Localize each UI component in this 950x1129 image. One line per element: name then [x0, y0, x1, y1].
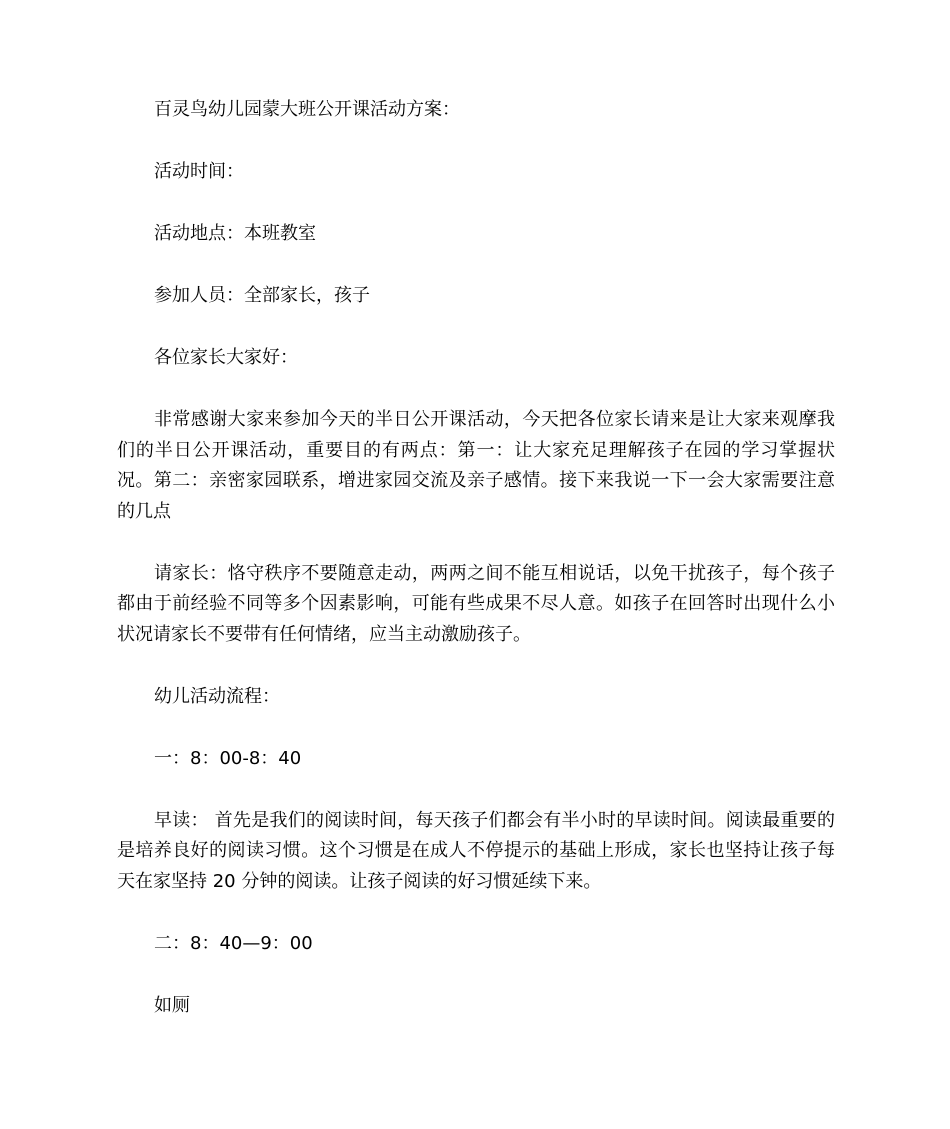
participants: 参加人员：全部家长，孩子 [154, 285, 370, 306]
paragraph-gap [117, 650, 835, 682]
toilet-item: 如厕 [154, 994, 190, 1016]
document-page [117, 95, 835, 1021]
doc-title: 百灵鸟幼儿园蒙大班公开课活动方案： [154, 99, 460, 120]
paragraph-gap [117, 312, 835, 344]
paragraph-gap [117, 250, 835, 282]
paragraph-gap [117, 374, 835, 406]
paragraph-gap [117, 959, 835, 991]
paragraph-gap [117, 126, 835, 158]
paragraph-gap [117, 188, 835, 220]
paragraph-gap [117, 712, 835, 744]
schedule-item-1-time: 一：8：00-8：40 [154, 747, 302, 769]
greeting: 各位家长大家好： [154, 347, 298, 368]
paragraph-gap [117, 527, 835, 559]
parent-notice-paragraph: 请家长：恪守秩序不要随意走动，两两之间不能互相说话，以免干扰孩子，每个孩子都由于前经验不同等多个因素影响，可能有些成果不尽人意。如孩子在回答时出现什么小状况请家长不要带有任何情绪，应当主动激励孩子。 [117, 562, 835, 645]
paragraph-gap [117, 897, 835, 929]
activity-time: 活动时间： [154, 161, 244, 182]
intro-paragraph: 非常感谢大家来参加今天的半日公开课活动，今天把各位家长请来是让大家来观摩我们的半日公开课活动，重要目的有两点：第一：让大家充足理解孩子在园的学习掌握状况。第二：亲密家园联系，增进家园交流及亲子感情。接下来我说一下一会大家需要注意的几点 [117, 409, 835, 522]
morning-reading-paragraph: 早读： 首先是我们的阅读时间，每天孩子们都会有半小时的早读时间。阅读最重要的是培养良好的阅读习惯。这个习惯是在成人不停提示的基础上形成，家长也坚持让孩子每天在家坚持 20 分钟的阅读。让孩子阅读的好习惯延续下来。 [117, 809, 835, 892]
activity-location: 活动地点：本班教室 [154, 223, 316, 244]
schedule-heading: 幼儿活动流程： [154, 685, 280, 707]
schedule-item-2-time: 二：8：40—9：00 [154, 932, 313, 954]
paragraph-gap [117, 774, 835, 806]
